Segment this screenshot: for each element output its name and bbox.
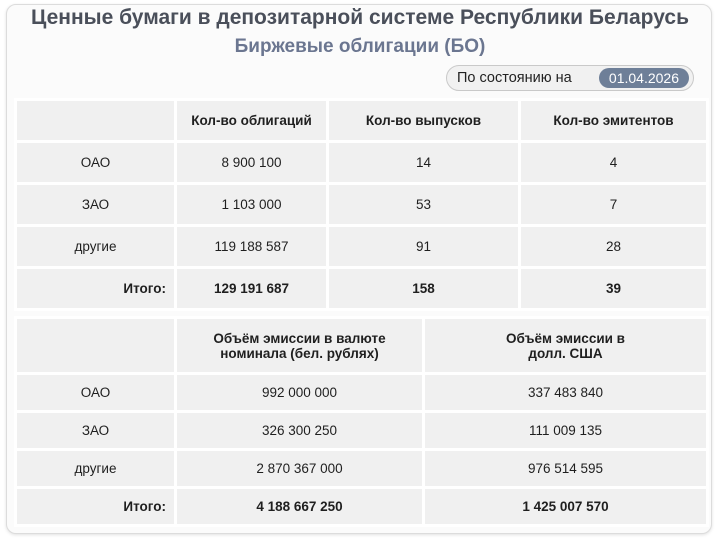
table-header-cell: Объём эмиссии в долл. США — [425, 319, 706, 372]
table-header-row — [17, 319, 706, 372]
total-label: Итого: — [17, 269, 174, 308]
table-header-cell: Кол-во облигаций — [177, 101, 326, 140]
table-cell: 326 300 250 — [177, 413, 422, 448]
table-cell: 992 000 000 — [177, 375, 422, 410]
total-cell: 39 — [521, 269, 706, 308]
row-label: ОАО — [17, 375, 174, 410]
row-label: ЗАО — [17, 413, 174, 448]
table-row — [17, 143, 706, 182]
page-subtitle: Биржевые облигации (БО) — [234, 36, 486, 57]
table-header-cell — [17, 101, 174, 140]
row-label: другие — [17, 451, 174, 486]
table-cell: 119 188 587 — [177, 227, 326, 266]
total-cell: 158 — [329, 269, 518, 308]
table-row — [17, 227, 706, 266]
row-label: ОАО — [17, 143, 174, 182]
total-cell: 129 191 687 — [177, 269, 326, 308]
table-cell: 53 — [329, 185, 518, 224]
total-label: Итого: — [17, 489, 174, 524]
total-cell: 1 425 007 570 — [425, 489, 706, 524]
status-date-label: По состоянию на — [457, 70, 572, 86]
emission-volume-table — [14, 316, 709, 527]
table-cell: 111 009 135 — [425, 413, 706, 448]
table-row — [17, 375, 706, 410]
total-cell: 4 188 667 250 — [177, 489, 422, 524]
table-cell: 4 — [521, 143, 706, 182]
table-cell: 91 — [329, 227, 518, 266]
table-header-row — [17, 101, 706, 140]
table-row — [17, 185, 706, 224]
table-header-cell: Кол-во выпусков — [329, 101, 518, 140]
table-cell: 28 — [521, 227, 706, 266]
table-cell: 1 103 000 — [177, 185, 326, 224]
table-header-cell: Объём эмиссии в валюте номинала (бел. рублях) — [177, 319, 422, 372]
status-date-value: 01.04.2026 — [599, 68, 689, 88]
table-total-row — [17, 489, 706, 524]
page-title: Ценные бумаги в депозитарной системе Республики Беларусь — [31, 6, 689, 29]
table-cell: 976 514 595 — [425, 451, 706, 486]
status-date-badge — [446, 65, 694, 91]
table-cell: 337 483 840 — [425, 375, 706, 410]
table-header-cell — [17, 319, 174, 372]
table-cell: 7 — [521, 185, 706, 224]
table-cell: 14 — [329, 143, 518, 182]
table-total-row — [17, 269, 706, 308]
row-label: другие — [17, 227, 174, 266]
table-cell: 2 870 367 000 — [177, 451, 422, 486]
table-header-cell: Кол-во эмитентов — [521, 101, 706, 140]
table-row — [17, 451, 706, 486]
table-row — [17, 413, 706, 448]
bonds-count-table — [14, 98, 709, 311]
row-label: ЗАО — [17, 185, 174, 224]
table-cell: 8 900 100 — [177, 143, 326, 182]
